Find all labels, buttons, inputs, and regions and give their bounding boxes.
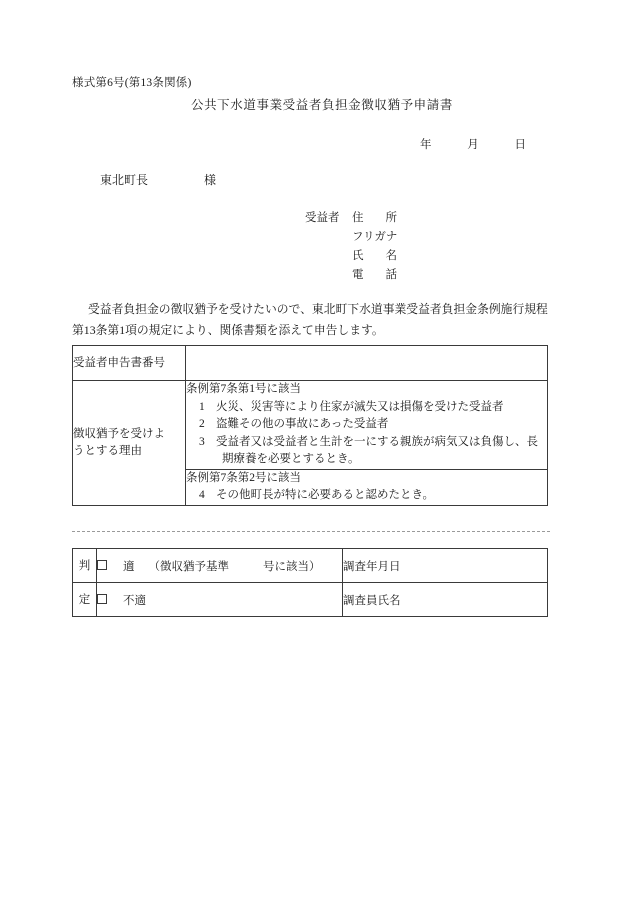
judgment-option-unsuitable-label: 不適 — [123, 594, 146, 607]
list-item — [186, 416, 547, 434]
beneficiary-phone-label: 電 話 — [352, 269, 397, 281]
beneficiary-block — [305, 209, 397, 285]
reason-group-2-cell[interactable] — [186, 469, 548, 505]
reason-item-text-line-2: 期療養を必要とするとき。 — [222, 453, 360, 465]
beneficiary-row-furigana — [305, 228, 397, 247]
body-line-1: 受益者負担金の徴収猶予を受けたいので、東北町下水道事業受益者負担金条例施行規程 — [88, 302, 548, 316]
date-line — [0, 136, 630, 152]
form-code: 様式第6号(第13条関係) — [72, 77, 192, 89]
reason-item-list-1 — [186, 399, 547, 469]
reason-item-text-line-1: 受益者又は受益者と生計を一にする親族が病気又は負傷し、長 — [216, 435, 538, 448]
reason-item-text: 盗難その他の事故にあった受益者 — [216, 418, 389, 430]
beneficiary-lead-label: 受益者 — [305, 212, 340, 224]
judgment-label-char-1: 判 — [73, 549, 97, 583]
date-month-label: 月 — [467, 139, 479, 151]
judgment-option-suitable-label: 適 — [123, 560, 135, 573]
reason-item-list-2 — [186, 487, 547, 505]
list-item — [186, 487, 547, 505]
page-title: 公共下水道事業受益者負担金徴収猶予申請書 — [190, 98, 453, 112]
beneficiary-row-address — [305, 209, 397, 228]
reason-group-1-cell[interactable] — [186, 381, 548, 470]
survey-date-label[interactable]: 調査年月日 — [343, 549, 548, 583]
clause-heading-1: 条例第7条第1号に該当 — [186, 383, 301, 395]
declaration-number-input[interactable] — [186, 346, 548, 381]
surveyor-name-label[interactable]: 調査員氏名 — [343, 583, 548, 617]
reason-item-number: 4 — [199, 489, 205, 501]
clause-heading-2: 条例第7条第2号に該当 — [186, 471, 301, 484]
reason-label-line-2: うとする理由 — [73, 444, 142, 457]
addressee — [100, 171, 216, 188]
reason-label — [73, 381, 186, 506]
checkbox-icon[interactable] — [97, 560, 107, 570]
body-line-2: 第13条第1項の規定により、関係書類を添えて申告します。 — [72, 323, 384, 337]
application-table — [72, 345, 548, 506]
addressee-honorific: 様 — [204, 173, 217, 187]
reason-item-text — [216, 434, 547, 469]
table-row — [73, 549, 548, 583]
judgment-criteria-suffix: 号に該当） — [263, 560, 321, 573]
cut-line-divider — [72, 531, 550, 532]
list-item — [186, 434, 547, 469]
addressee-name: 東北町長 — [100, 173, 149, 187]
reason-item-number: 2 — [199, 418, 205, 430]
declaration-number-label: 受益者申告書番号 — [73, 346, 186, 381]
judgment-option-unsuitable[interactable] — [97, 583, 343, 617]
beneficiary-furigana-label: フリガナ — [352, 231, 398, 243]
judgment-criteria-prefix: （徴収猶予基準 — [148, 560, 229, 573]
reason-item-text: その他町長が特に必要あると認めたとき。 — [216, 489, 435, 501]
judgment-table — [72, 548, 548, 617]
beneficiary-name-label: 氏 名 — [352, 250, 397, 262]
date-year-label: 年 — [420, 139, 432, 151]
reason-label-line-1: 徴収猶予を受けよ — [73, 427, 165, 440]
body-paragraph — [72, 299, 552, 341]
judgment-option-suitable[interactable] — [97, 549, 343, 583]
reason-item-text: 火災、災害等により住家が滅失又は損傷を受けた受益者 — [216, 400, 504, 413]
reason-item-number: 3 — [199, 435, 205, 448]
list-item — [186, 399, 547, 417]
beneficiary-row-phone — [305, 266, 397, 285]
table-row-reason-group-1 — [73, 381, 548, 470]
checkbox-icon[interactable] — [97, 594, 107, 604]
judgment-label-char-2: 定 — [73, 583, 97, 617]
table-row — [73, 583, 548, 617]
date-day-label: 日 — [514, 139, 526, 151]
beneficiary-row-name — [305, 247, 397, 266]
beneficiary-address-label: 住 所 — [352, 212, 397, 224]
table-row-declaration-number — [73, 346, 548, 381]
reason-item-number: 1 — [199, 400, 205, 413]
